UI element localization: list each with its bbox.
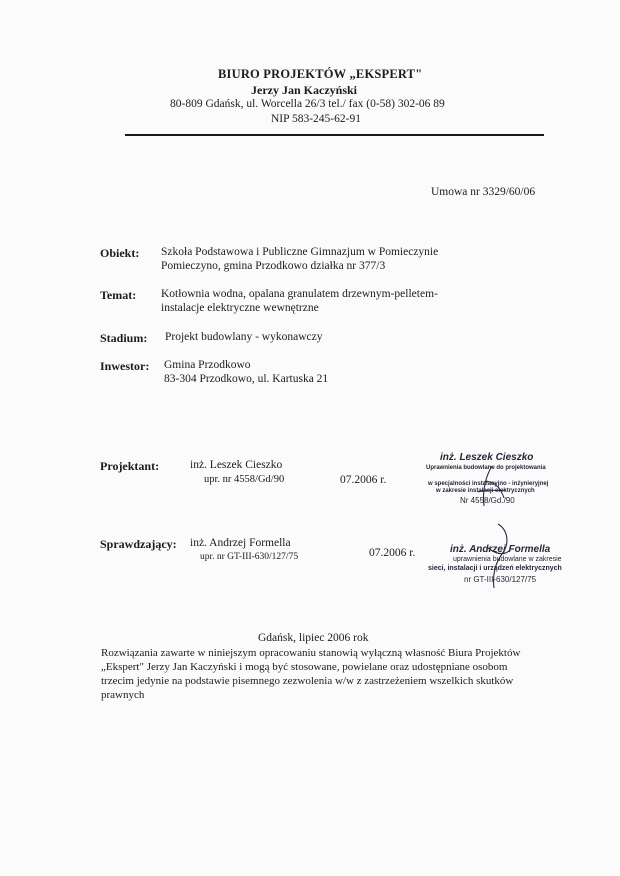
inwestor-line2: 83-304 Przodkowo, ul. Kartuska 21 [164,373,329,385]
temat-label: Temat: [100,288,137,302]
sprawdzajacy-stamp-number: nr GT-III-630/127/75 [464,575,537,584]
stadium-value: Projekt budowlany - wykonawczy [165,331,323,343]
rights-line3: trzecim jedynie na podstawie pisemnego zezwolenia w/w z zastrzeżeniem wszelkich skutków [101,675,514,687]
projektant-permit: upr. nr 4558/Gd/90 [204,474,285,485]
sprawdzajacy-name: inż. Andrzej Formella [190,537,291,549]
obiekt-label: Obiekt: [100,246,140,260]
company-name: BIURO PROJEKTÓW „EKSPERT" [218,67,423,81]
company-nip: NIP 583-245-62-91 [271,113,361,125]
sprawdzajacy-label: Sprawdzający: [100,537,177,551]
projektant-stamp-name: inż. Leszek Cieszko [440,452,534,463]
company-address: 80-809 Gdańsk, ul. Worcella 26/3 tel./ fax (0-58) 302-06 89 [170,98,445,110]
sprawdzajacy-date: 07.2006 r. [369,547,416,559]
projektant-name: inż. Leszek Cieszko [190,459,283,471]
temat-line2: instalacje elektryczne wewnętrzne [161,302,319,314]
inwestor-label: Inwestor: [100,359,150,373]
temat-line1: Kotłownia wodna, opalana granulatem drzewnym-pelletem- [161,288,438,300]
obiekt-line2: Pomieczyno, gmina Przodkowo działka nr 377/3 [161,260,386,272]
sprawdzajacy-permit: upr. nr GT-III-630/127/75 [200,552,299,562]
projektant-label: Projektant: [100,459,160,473]
inwestor-line1: Gmina Przodkowo [164,359,251,371]
obiekt-line1: Szkoła Podstawowa i Publiczne Gimnazjum w Pomieczynie [161,246,439,258]
projektant-signature [470,462,520,510]
sprawdzajacy-stamp-name: inż. Andrzej Formella [450,544,551,555]
projektant-stamp-number: Nr 4558/Gd./90 [460,496,515,505]
rights-line2: „Ekspert" Jerzy Jan Kaczyński i mogą być stosowane, powielane oraz udostępniane osobom [101,661,508,673]
company-owner: Jerzy Jan Kaczyński [251,83,357,97]
projektant-stamp-line1: Uprawnienia budowlane do projektowania [426,465,546,471]
header-divider [125,134,544,136]
sprawdzajacy-stamp-line1: uprawnienia budowlane w zakresie [453,556,562,563]
projektant-stamp-line2: w specjalności instalacyjno - inżynieryjnej [428,481,549,487]
stadium-label: Stadium: [100,331,148,345]
place-date: Gdańsk, lipiec 2006 rok [258,632,369,644]
sprawdzajacy-stamp-line2: sieci, instalacji i urządzeń elektrycznych [428,565,562,572]
projektant-stamp-line3: w zakresie instalacji elektrycznych [436,488,535,494]
contract-number: Umowa nr 3329/60/06 [431,186,536,198]
rights-line1: Rozwiązania zawarte w niniejszym opracowaniu stanowią wyłączną własność Biura Projektów [101,647,521,659]
projektant-date: 07.2006 r. [340,474,387,486]
sprawdzajacy-signature [478,520,518,592]
rights-line4: prawnych [101,689,145,701]
